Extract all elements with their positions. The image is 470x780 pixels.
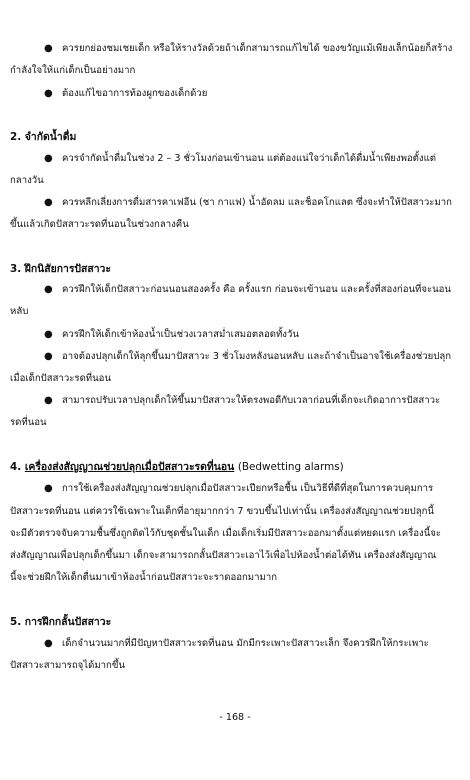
list-item — [44, 43, 453, 55]
list-item-text: ควรฝึกให้เด็กเข้าห้องน้ำเป็นช่วงเวลาสม่ำเสมอตลอดทั้งวัน — [62, 329, 299, 340]
list-item — [44, 638, 429, 650]
list-item-continuation: รดที่นอน — [10, 417, 47, 428]
bullet-icon: ● — [44, 638, 53, 649]
list-item — [44, 153, 436, 165]
paragraph-line: จะมีตัวตรวจจับความชื้นซึ่งถูกติดไว้กับชุดชั้นในเด็ก เมื่อเด็กเริ่มมีปัสสาวะออกมาตั้งแต่หยดแรก เครื่องนี้จะ — [10, 528, 442, 539]
list-item-text: การใช้เครื่องส่งสัญญาณช่วยปลุกเมื่อปัสสาวะเปียกหรือชื้น เป็นวิธีที่ดีที่สุดในการควบคุมการ — [62, 483, 434, 494]
list-item-text: สามารถปรับเวลาปลุกเด็กให้ขึ้นมาปัสสาวะให้ตรงพอดีกับเวลาก่อนที่เด็กจะเกิดอาการปัสสาวะ — [62, 395, 441, 406]
list-item — [44, 329, 299, 341]
bullet-icon: ● — [44, 329, 53, 340]
section-heading: 5. การฝึกกลั้นปัสสาวะ — [10, 616, 112, 628]
list-item — [44, 88, 208, 100]
section-heading — [10, 461, 344, 474]
bullet-icon: ● — [44, 395, 53, 406]
list-item-continuation: กำลังใจให้แก่เด็กเป็นอย่างมาก — [10, 65, 136, 76]
list-item-text: อาจต้องปลุกเด็กให้ลุกขึ้นมาปัสสาวะ 3 ชั่วโมงหลังนอนหลับ และถ้าจำเป็นอาจใช้เครื่องช่วยปลุก — [62, 351, 452, 362]
section-number: 4. — [10, 461, 22, 473]
bullet-icon: ● — [44, 197, 53, 208]
list-item — [44, 483, 434, 495]
bullet-icon: ● — [44, 351, 53, 362]
list-item-continuation: ขึ้นแล้วเกิดปัสสาวะรดที่นอนในช่วงกลางคืน — [10, 219, 189, 230]
section-subtitle: (Bedwetting alarms) — [237, 461, 344, 473]
list-item-text: ควรฝึกให้เด็กปัสสาวะก่อนนอนสองครั้ง คือ ครั้งแรก ก่อนจะเข้านอน และครั้งที่สองก่อนที่จะนอน — [62, 284, 451, 295]
list-item-continuation: กลางวัน — [10, 175, 44, 186]
section-heading: 2. จำกัดน้ำดื่ม — [10, 131, 77, 143]
list-item-text: ต้องแก้ไขอาการท้องผูกของเด็กด้วย — [62, 88, 208, 99]
list-item-continuation: ปัสสาวะสามารถจุได้มากขึ้น — [10, 660, 125, 671]
paragraph-line: นี้จะช่วยฝึกให้เด็กตื่นมาเข้าห้องน้ำก่อนปัสสาวะจะราดออกมามาก — [10, 572, 278, 583]
list-item — [44, 197, 452, 209]
bullet-icon: ● — [44, 284, 53, 295]
bullet-icon: ● — [44, 483, 53, 494]
paragraph-line: ปัสสาวะรดที่นอน แต่ควรใช้เฉพาะในเด็กที่อายุมากกว่า 7 ขวบขึ้นไปเท่านั้น เครื่องส่งสัญญาณช่วยปลุกนี้ — [10, 506, 434, 517]
list-item-continuation: เมื่อเด็กปัสสาวะรดที่นอน — [10, 373, 111, 384]
page-number: - 168 - — [219, 712, 251, 723]
paragraph-line: ส่งสัญญาณเพื่อปลุกเด็กขึ้นมา เด็กจะสามารถกลั้นปัสสาวะเอาไว้เพื่อไปห้องน้ำต่อได้ทัน เครื่องส่งสัญญาณ — [10, 550, 437, 561]
bullet-icon: ● — [44, 43, 53, 54]
list-item — [44, 284, 451, 296]
section-heading: 3. ฝึกนิสัยการปัสสาวะ — [10, 263, 111, 275]
section-title: เครื่องส่งสัญญาณช่วยปลุกเมื่อปัสสาวะรดที่นอน — [24, 461, 235, 473]
bullet-icon: ● — [44, 88, 53, 99]
list-item-continuation: หลับ — [10, 306, 29, 317]
list-item — [44, 351, 452, 363]
bullet-icon: ● — [44, 153, 53, 164]
list-item — [44, 395, 441, 407]
list-item-text: ควรจำกัดน้ำดื่มในช่วง 2 – 3 ชั่วโมงก่อนเข้านอน แต่ต้องแน่ใจว่าเด็กได้ดื่มน้ำเพียงพอตั้งแต่ — [62, 153, 436, 164]
list-item-text: ควรยกย่องชมเชยเด็ก หรือให้รางวัลด้วยถ้าเด็กสามารถแก้ไขได้ ของขวัญแม้เพียงเล็กน้อยก็สร้าง — [62, 43, 453, 54]
list-item-text: ควรหลีกเลี่ยงการดื่มสารคาเฟอีน (ชา กาแฟ) น้ำอัดลม และช็อคโกแลต ซึ่งจะทำให้ปัสสาวะมาก — [62, 197, 452, 208]
list-item-text: เด็กจำนวนมากที่มีปัญหาปัสสาวะรดที่นอน มักมีกระเพาะปัสสาวะเล็ก จึงควรฝึกให้กระเพาะ — [62, 638, 429, 649]
